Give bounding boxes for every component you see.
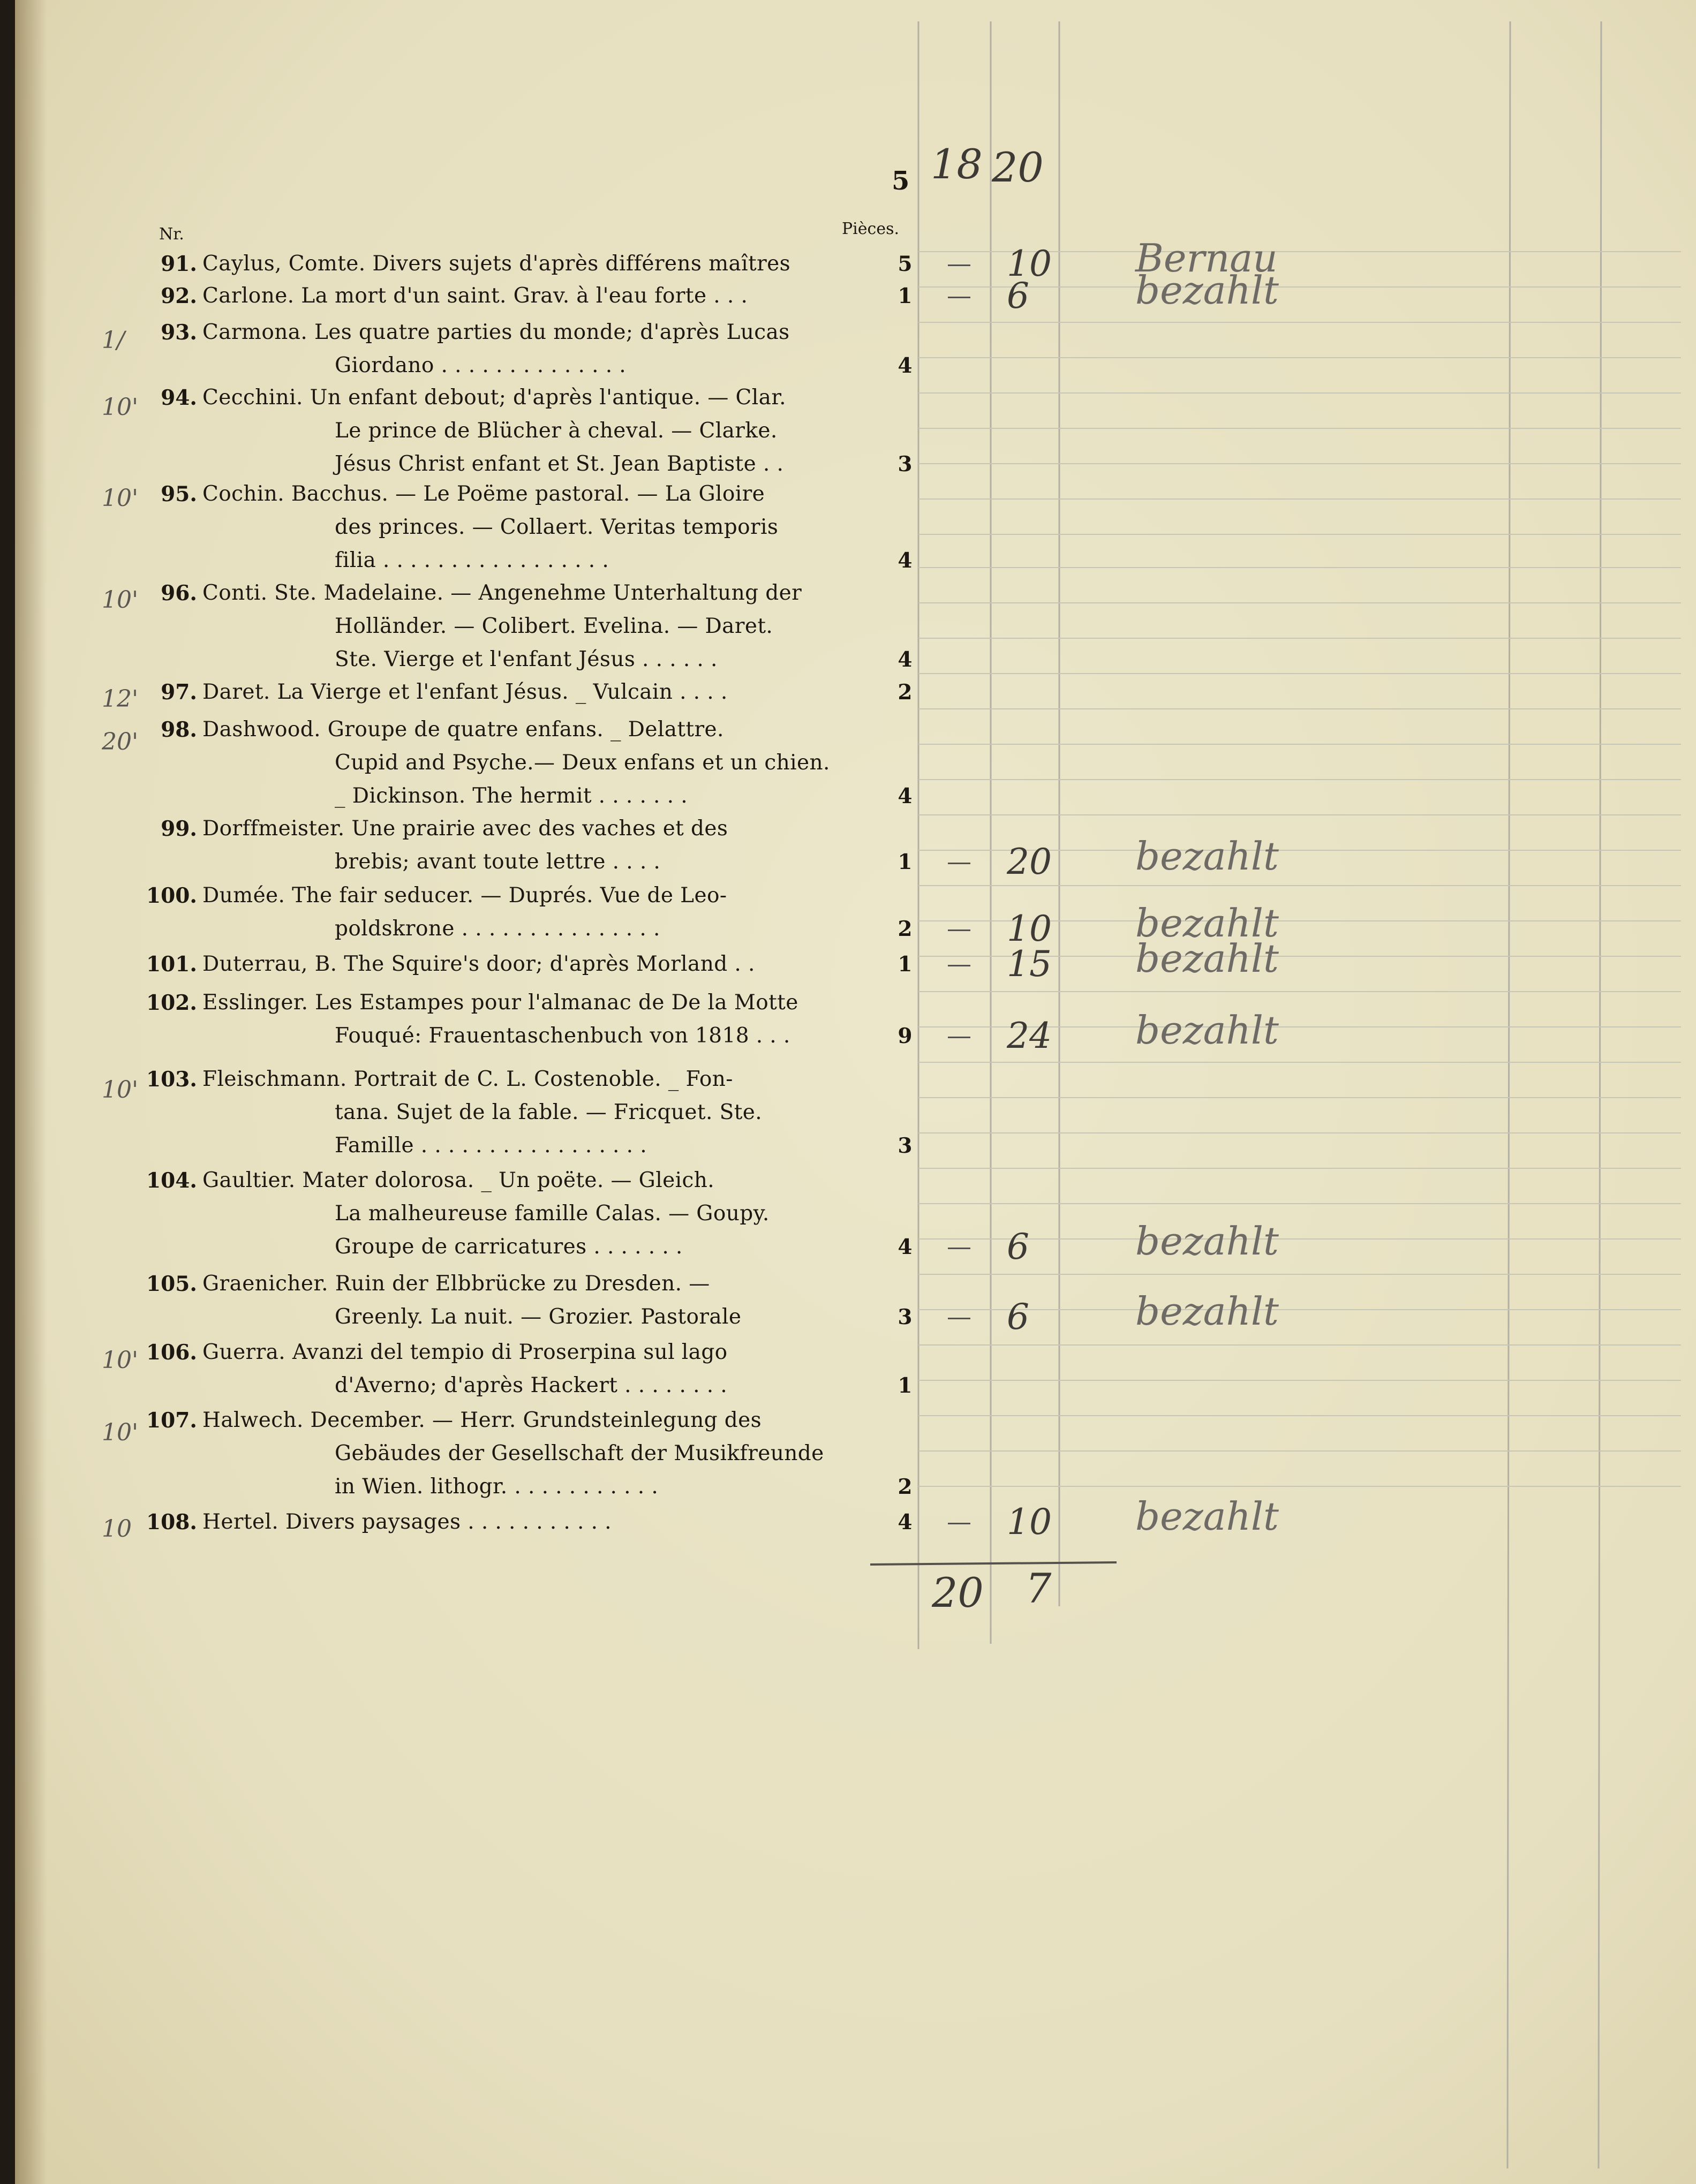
pieces-count: 4: [898, 784, 913, 808]
entry-text-line: Cupid and Psyche.— Deux enfans et un chien.: [335, 751, 830, 775]
entry-text-line: Cochin. Bacchus. — Le Poëme pastoral. — La Gloire: [202, 482, 765, 506]
pieces-count: 1: [898, 1373, 913, 1398]
entry-text-line: brebis; avant toute lettre . . . .: [335, 850, 661, 874]
entry-text-line: Ste. Vierge et l'enfant Jésus . . . . . .: [335, 647, 718, 671]
entry-text-line: Dorffmeister. Une prairie avec des vaches et des: [202, 817, 728, 841]
entry-text-line: Dumée. The fair seducer. — Duprés. Vue de Leo-: [202, 883, 727, 908]
pieces-count: 2: [898, 917, 913, 941]
entry-number: 92.: [161, 284, 197, 308]
entry-text-line: Fouqué: Frauentaschenbuch von 1818 . . .: [335, 1024, 790, 1048]
entry-text-line: Gaultier. Mater dolorosa. _ Un poëte. — Gleich.: [202, 1168, 715, 1192]
handwritten-price: 24: [1007, 1015, 1052, 1056]
pieces-count: 2: [898, 1475, 913, 1499]
entry-text-line: d'Averno; d'après Hackert . . . . . . . .: [335, 1373, 728, 1397]
handwritten-price: 6: [1007, 275, 1029, 316]
entry-text-line: Carlone. La mort d'un saint. Grav. à l'eau forte . . .: [202, 284, 748, 308]
entry-number: 107.: [146, 1408, 197, 1433]
handwritten-margin-note: 10': [102, 1419, 139, 1446]
entry-text-line: Carmona. Les quatre parties du monde; d'après Lucas: [202, 320, 790, 344]
entry-text-line: des princes. — Collaert. Veritas temporis: [335, 515, 779, 539]
handwritten-note: bezahlt: [1135, 834, 1279, 879]
handwritten-total: 20: [932, 1569, 984, 1616]
entry-number: 108.: [146, 1510, 197, 1535]
handwritten-margin-note: 10': [102, 1076, 139, 1104]
handwritten-margin-note: 1/: [102, 327, 125, 354]
entry-text-line: Guerra. Avanzi del tempio di Proserpina sul lago: [202, 1340, 728, 1364]
pieces-count: 4: [898, 548, 913, 573]
entry-text-line: Esslinger. Les Estampes pour l'almanac de De la Motte: [202, 991, 798, 1015]
entry-text-line: Halwech. December. — Herr. Grundsteinlegung des: [202, 1408, 762, 1432]
pieces-count: 2: [898, 680, 913, 705]
entry-text-line: _ Dickinson. The hermit . . . . . . .: [335, 784, 688, 808]
entry-number: 93.: [161, 320, 197, 345]
entry-text-line: Famille . . . . . . . . . . . . . . . . .: [335, 1133, 647, 1158]
column-line: [1599, 21, 1601, 2168]
price-dash: [948, 1523, 970, 1524]
entry-text-line: Conti. Ste. Madelaine. — Angenehme Unterhaltung der: [202, 581, 802, 605]
entry-number: 95.: [161, 482, 197, 507]
handwritten-margin-note: 10': [102, 485, 139, 512]
handwritten-amount: 18: [931, 140, 983, 188]
pieces-count: 1: [898, 850, 913, 874]
entry-number: 102.: [146, 991, 197, 1015]
price-dash: [948, 265, 970, 266]
entry-text-line: Gebäudes der Gesellschaft der Musikfreunde: [335, 1441, 824, 1465]
pieces-count: 3: [898, 452, 913, 477]
column-line: [1507, 21, 1510, 2168]
handwritten-price: 6: [1007, 1296, 1029, 1337]
pieces-count: 4: [898, 353, 913, 378]
price-dash: [948, 929, 970, 931]
entry-text-line: Dashwood. Groupe de quatre enfans. _ Delattre.: [202, 717, 724, 742]
handwritten-amount: 20: [992, 143, 1044, 191]
price-dash: [948, 1248, 970, 1249]
entry-text-line: Holländer. — Colibert. Evelina. — Daret.: [335, 614, 773, 638]
page-number: 5: [892, 166, 910, 196]
entry-text-line: Le prince de Blücher à cheval. — Clarke.: [335, 419, 778, 443]
entry-number: 96.: [161, 581, 197, 606]
entry-number: 104.: [146, 1168, 197, 1193]
entry-number: 91.: [161, 252, 197, 276]
handwritten-price: 10: [1007, 243, 1052, 284]
price-dash: [948, 965, 970, 966]
price-dash: [948, 1318, 970, 1319]
entry-text-line: Greenly. La nuit. — Grozier. Pastorale: [335, 1305, 742, 1329]
price-dash: [948, 863, 970, 864]
handwritten-price: 15: [1007, 943, 1052, 985]
pieces-count: 4: [898, 1510, 913, 1535]
handwritten-price: 10: [1007, 1501, 1052, 1543]
entry-number: 105.: [146, 1272, 197, 1296]
pieces-count: 9: [898, 1024, 913, 1048]
handwritten-note: bezahlt: [1135, 1219, 1279, 1264]
pieces-count: 3: [898, 1305, 913, 1329]
entry-text-line: Caylus, Comte. Divers sujets d'après différens maîtres: [202, 252, 791, 276]
entry-text-line: tana. Sujet de la fable. — Fricquet. Ste.: [335, 1100, 763, 1124]
handwritten-margin-note: 10': [102, 1347, 139, 1374]
pieces-count: 1: [898, 284, 913, 308]
pieces-count: 5: [898, 252, 913, 276]
pieces-count: 4: [898, 647, 913, 672]
entry-text-line: Graenicher. Ruin der Elbbrücke zu Dresden. —: [202, 1272, 710, 1296]
handwritten-price: 10: [1007, 908, 1052, 949]
handwritten-margin-note: 20': [102, 728, 139, 755]
entry-text-line: Duterrau, B. The Squire's door; d'après Morland . .: [202, 952, 755, 976]
entry-number: 94.: [161, 386, 197, 410]
handwritten-margin-note: 10': [102, 394, 139, 421]
entry-text-line: in Wien. lithogr. . . . . . . . . . . .: [335, 1475, 659, 1499]
pieces-count: 3: [898, 1133, 913, 1158]
entry-number: 101.: [146, 952, 197, 977]
handwritten-note: bezahlt: [1135, 1494, 1279, 1539]
entry-text-line: Giordano . . . . . . . . . . . . . .: [335, 353, 627, 377]
handwritten-margin-note: 12': [102, 685, 139, 713]
handwritten-note: bezahlt: [1135, 268, 1279, 313]
handwritten-price: 6: [1007, 1226, 1029, 1267]
pieces-count: 4: [898, 1235, 913, 1259]
entry-text-line: Fleischmann. Portrait de C. L. Costenoble. _ Fon-: [202, 1067, 733, 1091]
handwritten-note: bezahlt: [1135, 901, 1279, 946]
total-rule: [870, 1562, 1117, 1565]
pieces-count: 1: [898, 952, 913, 977]
handwritten-note: bezahlt: [1135, 936, 1279, 981]
column-header-nr: Nr.: [159, 225, 184, 244]
entry-text-line: Hertel. Divers paysages . . . . . . . . . . .: [202, 1510, 612, 1534]
entry-text-line: Daret. La Vierge et l'enfant Jésus. _ Vulcain . . . .: [202, 680, 728, 704]
price-dash: [948, 297, 970, 298]
entry-number: 99.: [161, 817, 197, 841]
entry-text-line: Groupe de carricatures . . . . . . .: [335, 1235, 683, 1259]
entry-text-line: La malheureuse famille Calas. — Goupy.: [335, 1201, 770, 1226]
entry-number: 98.: [161, 717, 197, 742]
entry-number: 103.: [146, 1067, 197, 1092]
handwritten-price: 20: [1007, 841, 1052, 882]
entry-text-line: Cecchini. Un enfant debout; d'après l'antique. — Clar.: [202, 386, 786, 410]
entry-number: 106.: [146, 1340, 197, 1365]
handwritten-margin-note: 10: [102, 1515, 132, 1543]
price-dash: [948, 1037, 970, 1038]
entry-number: 100.: [146, 883, 197, 908]
entry-text-line: Jésus Christ enfant et St. Jean Baptiste . .: [335, 452, 784, 476]
handwritten-margin-note: 10': [102, 586, 139, 614]
entry-text-line: filia . . . . . . . . . . . . . . . . .: [335, 548, 609, 572]
column-header-pieces: Pièces.: [842, 220, 900, 238]
handwritten-note: bezahlt: [1135, 1289, 1279, 1334]
handwritten-note: bezahlt: [1135, 1008, 1279, 1053]
handwritten-total: 7: [1026, 1565, 1052, 1612]
handwritten-note: Bernau: [1135, 236, 1278, 281]
entry-number: 97.: [161, 680, 197, 705]
entry-text-line: poldskrone . . . . . . . . . . . . . . .: [335, 917, 660, 941]
